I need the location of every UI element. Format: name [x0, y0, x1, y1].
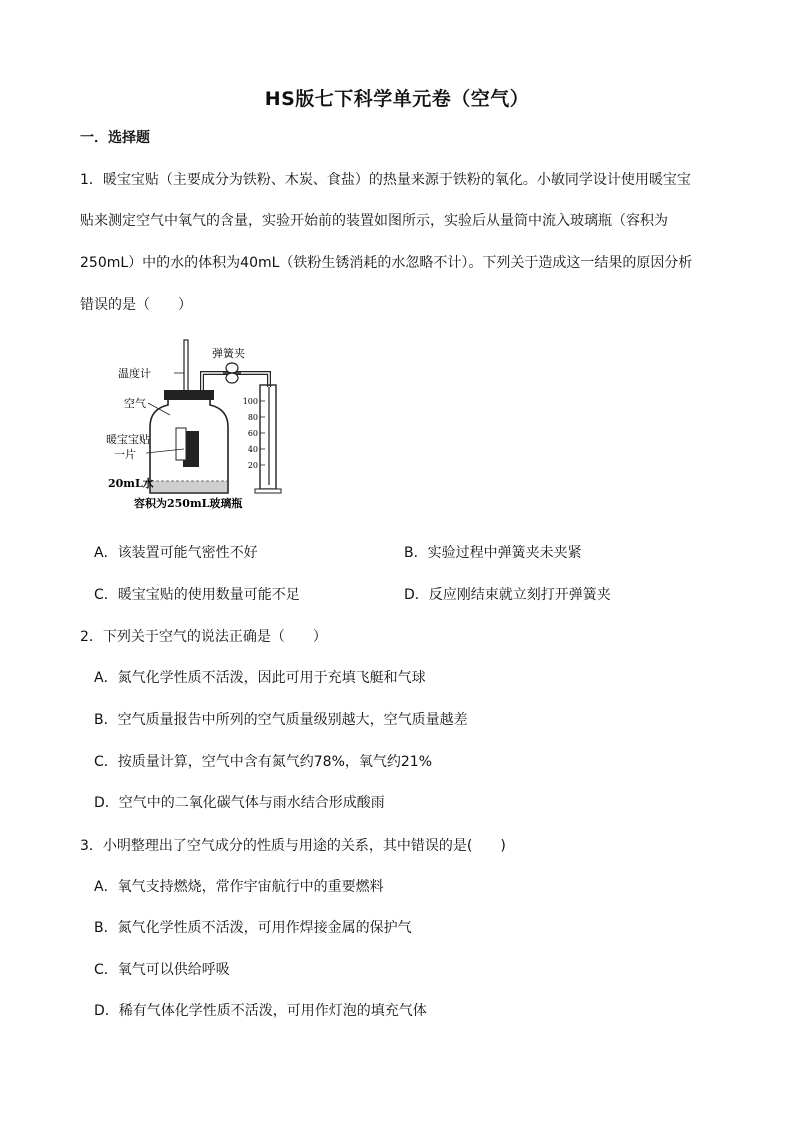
question-1-option-d: D．反应刚结束就立刻打开弹簧夹 — [404, 587, 611, 603]
question-3-option-b: B．氮气化学性质不活泼，可用作焊接金属的保护气 — [94, 920, 412, 936]
label-warmer-line-2: 一片 — [114, 448, 136, 461]
spring-clip-shape — [226, 363, 238, 373]
question-2-option-b: B．空气质量报告中所列的空气质量级别越大，空气质量越差 — [94, 712, 468, 728]
question-1-option-a: A．该装置可能气密性不好 — [94, 545, 258, 561]
question-1-line-4: 错误的是（ ） — [80, 297, 192, 313]
question-1-option-b: B．实验过程中弹簧夹未夹紧 — [404, 545, 582, 561]
scale-label: 100 — [242, 397, 258, 406]
question-1-line-3: 250mL）中的水的体积为40mL（铁粉生锈消耗的水忽略不计）。下列关于造成这一结果的原因分析 — [80, 255, 693, 271]
scale-label: 80 — [247, 413, 258, 422]
page-title: HS版七下科学单元卷（空气） — [264, 88, 530, 110]
question-3-option-c: C．氧气可以供给呼吸 — [94, 962, 230, 978]
question-3-option-d: D．稀有气体化学性质不活泼，可用作灯泡的填充气体 — [94, 1003, 427, 1019]
section-heading: 一．选择题 — [80, 130, 150, 146]
scale-label: 40 — [247, 445, 258, 454]
label-jar-caption: 容积为250mL玻璃瓶 — [134, 497, 243, 510]
label-thermometer: 温度计 — [118, 367, 151, 380]
question-2-option-a: A．氮气化学性质不活泼，因此可用于充填飞艇和气球 — [94, 670, 426, 686]
question-3-stem: 3．小明整理出了空气成分的性质与用途的关系，其中错误的是( ) — [80, 838, 506, 854]
stopper-shape — [164, 390, 214, 400]
label-warmer-line-1: 暖宝宝贴 — [106, 433, 150, 446]
scale-label: 20 — [247, 461, 258, 470]
question-3-option-a: A．氧气支持燃烧，常作宇宙航行中的重要燃料 — [94, 879, 384, 895]
question-1-option-c: C．暖宝宝贴的使用数量可能不足 — [94, 587, 300, 603]
question-1-line-1: 1．暖宝宝贴（主要成分为铁粉、木炭、食盐）的热量来源于铁粉的氧化。小敏同学设计使用暖宝宝 — [80, 172, 691, 188]
label-spring-clip: 弹簧夹 — [212, 347, 245, 360]
question-2-option-d: D．空气中的二氧化碳气体与雨水结合形成酸雨 — [94, 795, 385, 811]
scale-label: 60 — [247, 429, 258, 438]
experiment-apparatus-figure — [104, 335, 294, 515]
question-2-option-c: C．按质量计算，空气中含有氮气约78%，氧气约21% — [94, 754, 433, 770]
question-2-stem: 2．下列关于空气的说法正确是（ ） — [80, 629, 327, 645]
label-air: 空气 — [124, 397, 146, 410]
label-water: 20mL水 — [108, 477, 154, 490]
question-1-line-2: 贴来测定空气中氧气的含量，实验开始前的装置如图所示，实验后从量筒中流入玻璃瓶（容积为 — [80, 213, 668, 229]
